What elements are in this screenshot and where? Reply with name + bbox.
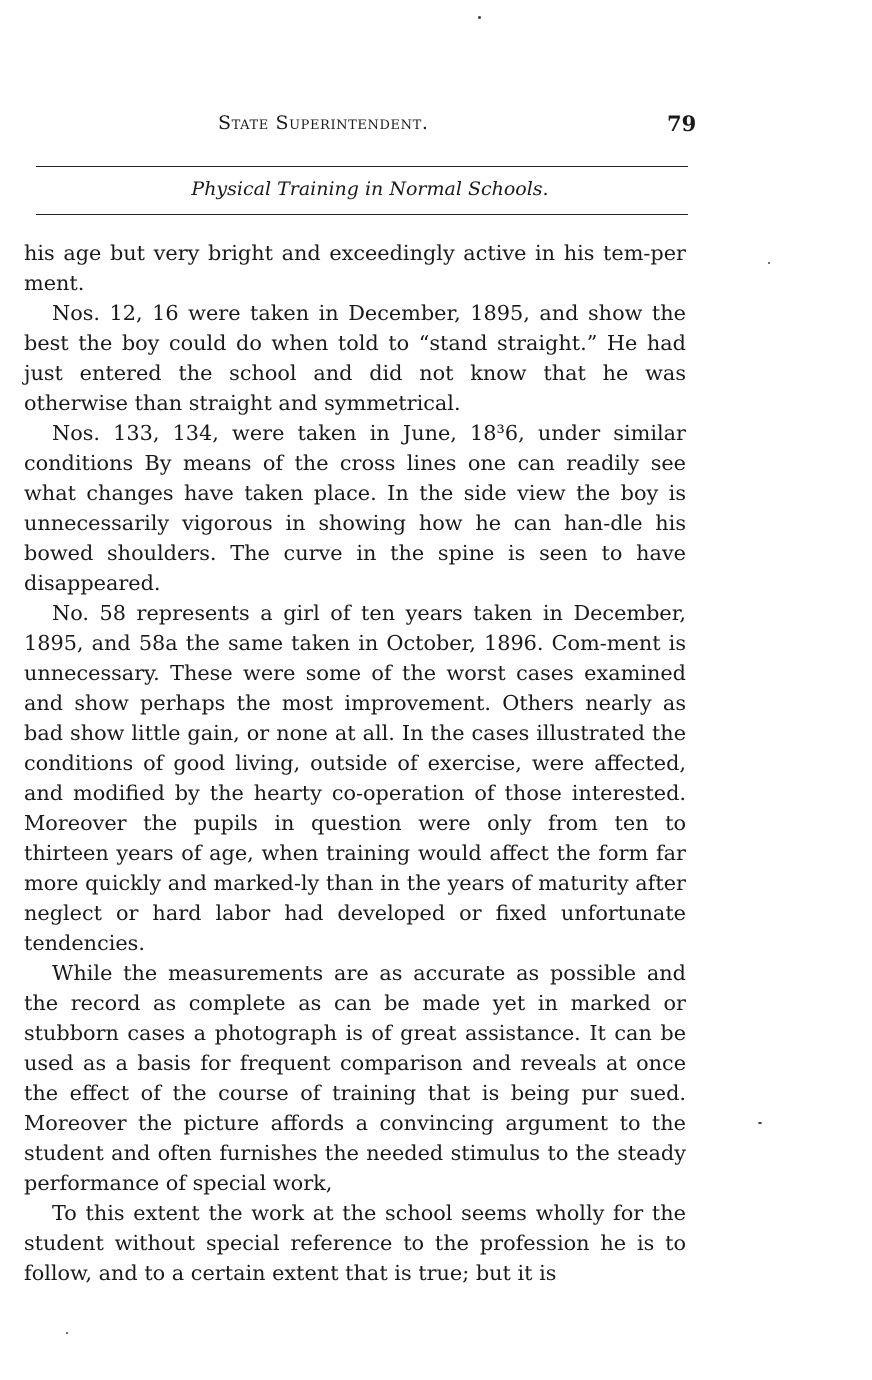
running-head	[0, 112, 872, 140]
page-number: 79	[667, 111, 697, 136]
header-rule-top	[36, 166, 688, 167]
print-speck	[478, 16, 481, 19]
section-title: Physical Training in Normal Schools.	[191, 178, 549, 200]
print-speck	[758, 1122, 762, 1124]
paragraph: To this extent the work at the school seems wholly for the student without special reference to the profession he is to follow, and to a certain extent that is true; but it is	[24, 1201, 686, 1285]
paragraph-continued: his age but very bright and exceedingly active in his tem-per ment.	[24, 241, 686, 295]
paragraph: While the measurements are as accurate as possible and the record as complete as can be made yet in marked or stubborn cases a photograph is of great assistance. It can be used as a basis for frequent comparison and reveals at once the effect of the course of training that is being pur sued. Moreover the picture affords a convincing argument to the student and often furnishes the needed stimulus to the steady performance of special work,	[24, 961, 686, 1195]
print-speck	[768, 262, 770, 264]
body-text	[24, 238, 686, 1288]
paragraph: No. 58 represents a girl of ten years taken in December, 1895, and 58a the same taken in October, 1896. Com-ment is unnecessary. These were some of the worst cases examined and show perhaps the most improvement. Others nearly as bad show little gain, or none at all. In the cases illustrated the conditions of good living, outside of exercise, were affected, and modified by the hearty co-operation of those interested. Moreover the pupils in question were only from ten to thirteen years of age, when training would affect the form far more quickly and marked-ly than in the years of maturity after neglect or hard labor had developed or fixed unfortunate tendencies.	[24, 601, 686, 955]
print-speck	[66, 1332, 68, 1334]
paragraph: Nos. 12, 16 were taken in December, 1895, and show the best the boy could do when told to “stand straight.” He had just entered the school and did not know that he was otherwise than straight and symmetrical.	[24, 301, 686, 415]
header-rule-bottom	[36, 214, 688, 215]
paragraph: Nos. 133, 134, were taken in June, 18³6, under similar conditions By means of the cross lines one can readily see what changes have taken place. In the side view the boy is unnecessarily vigorous in showing how he can han-dle his bowed shoulders. The curve in the spine is seen to have disappeared.	[24, 421, 686, 595]
running-title: State Superintendent.	[218, 112, 429, 134]
